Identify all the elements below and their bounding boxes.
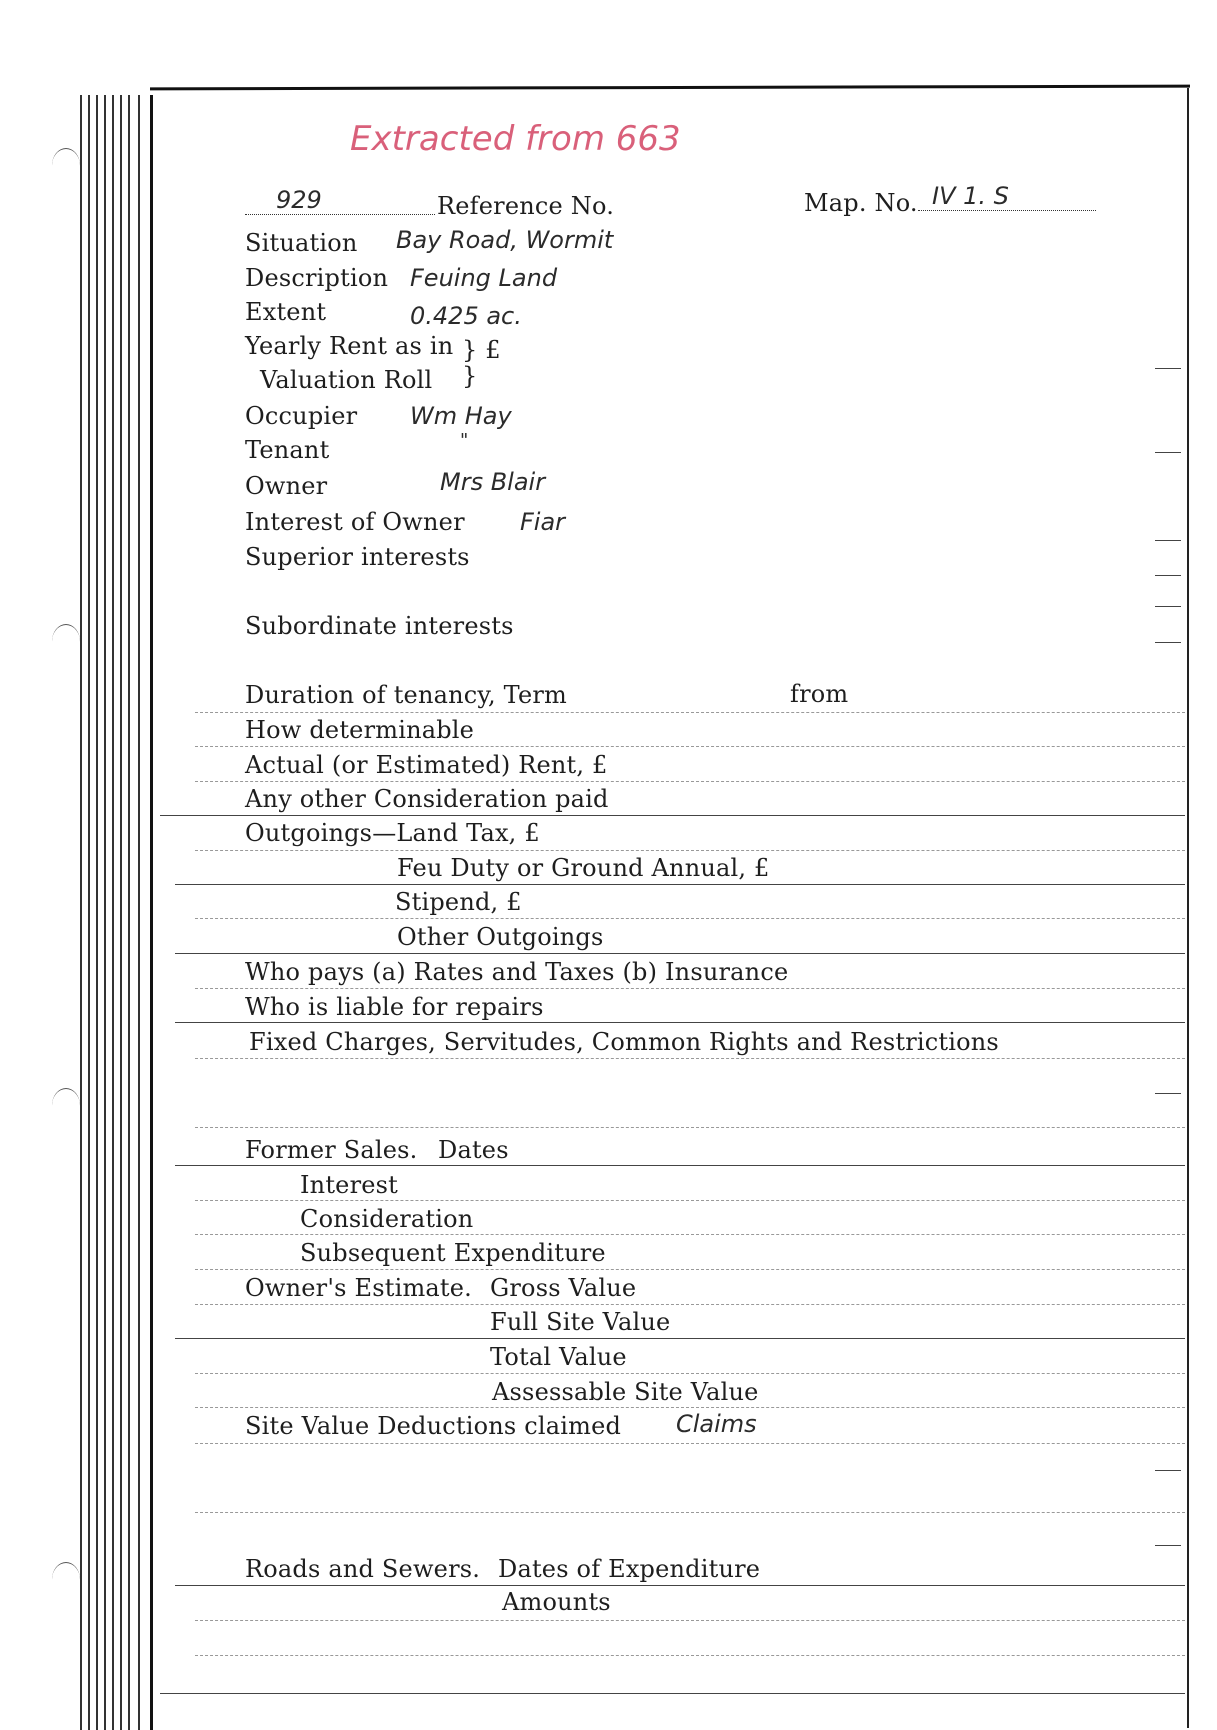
- rule-owners-estimate: [195, 1304, 1185, 1305]
- rule-roads: [175, 1585, 1185, 1586]
- stipend-label: Stipend, £: [395, 888, 522, 916]
- actual-rent-label: Actual (or Estimated) Rent, £: [245, 751, 608, 779]
- who-pays-label: Who pays (a) Rates and Taxes (b) Insurance: [245, 958, 789, 986]
- rule-blank-4: [160, 1693, 1185, 1694]
- rule-blank-3: [195, 1655, 1185, 1656]
- reference-label: Reference No.: [437, 192, 615, 220]
- yearly-rent-brace: } £: [462, 336, 501, 364]
- outgoings-label: Outgoings—Land Tax, £: [245, 819, 540, 847]
- edge-tick: [1155, 1470, 1181, 1471]
- description-label: Description: [245, 264, 389, 292]
- book-binding: [80, 95, 170, 1730]
- reference-dotfill: [245, 214, 435, 215]
- edge-tick: [1155, 642, 1181, 643]
- edge-tick: [1155, 452, 1181, 453]
- rule-feu-duty: [175, 884, 1185, 885]
- rule-assessable: [195, 1407, 1185, 1408]
- rule-outgoings: [195, 850, 1185, 851]
- rule-determinable: [195, 746, 1185, 747]
- other-outgoings-label: Other Outgoings: [397, 923, 604, 951]
- edge-tick: [1155, 540, 1181, 541]
- extent-value: 0.425 ac.: [410, 302, 522, 330]
- determinable-label: How determinable: [245, 716, 475, 744]
- subsequent-expenditure-label: Subsequent Expenditure: [300, 1239, 606, 1267]
- edge-tick: [1155, 1545, 1181, 1546]
- rule-actual-rent: [195, 781, 1185, 782]
- rule-amounts: [195, 1620, 1185, 1621]
- other-consideration-label: Any other Consideration paid: [245, 785, 609, 813]
- duration-label: Duration of tenancy, Term: [245, 681, 568, 709]
- rule-duration: [195, 712, 1185, 713]
- description-value: Feuing Land: [410, 264, 558, 292]
- situation-label: Situation: [245, 229, 358, 257]
- punch-hole-1: [52, 148, 80, 183]
- rule-other-outgoings: [175, 953, 1185, 954]
- rule-blank-2: [195, 1512, 1185, 1513]
- edge-tick: [1155, 606, 1181, 607]
- owner-value: Mrs Blair: [440, 468, 546, 496]
- punch-hole-3: [52, 1088, 80, 1123]
- extent-label: Extent: [245, 298, 327, 326]
- rule-former-sales: [175, 1165, 1185, 1166]
- yearly-rent-label: Yearly Rent as in: [245, 332, 454, 360]
- rule-consideration: [160, 815, 1185, 816]
- occupier-label: Occupier: [245, 402, 358, 430]
- rule-consideration-2: [195, 1234, 1185, 1235]
- roads-dates-label: Dates of Expenditure: [498, 1555, 761, 1583]
- edge-tick: [1155, 368, 1181, 369]
- edge-tick: [1155, 1093, 1181, 1094]
- rule-interest: [195, 1200, 1185, 1201]
- page-border-top: [150, 85, 1190, 91]
- total-value-label: Total Value: [490, 1343, 627, 1371]
- deductions-label: Site Value Deductions claimed: [245, 1412, 622, 1440]
- feu-duty-label: Feu Duty or Ground Annual, £: [397, 854, 770, 882]
- rule-deductions: [195, 1443, 1185, 1444]
- map-label: Map. No.: [804, 189, 918, 217]
- amounts-label: Amounts: [502, 1588, 611, 1616]
- interest-owner-value: Fiar: [520, 508, 566, 536]
- assessable-site-value-label: Assessable Site Value: [492, 1378, 759, 1406]
- rule-total-value: [195, 1373, 1185, 1374]
- full-site-value-label: Full Site Value: [490, 1308, 671, 1336]
- interest-owner-label: Interest of Owner: [245, 508, 465, 536]
- rule-subsequent: [195, 1269, 1185, 1270]
- deductions-value: Claims: [676, 1410, 757, 1438]
- punch-hole-2: [52, 624, 80, 659]
- occupier-value: Wm Hay: [410, 402, 512, 430]
- rule-fixed-charges: [195, 1058, 1185, 1059]
- valuation-roll-label: Valuation Roll: [260, 366, 433, 394]
- rule-stipend: [195, 918, 1185, 919]
- map-number-value: IV 1. S: [932, 182, 1009, 210]
- rule-repairs: [175, 1022, 1185, 1023]
- gross-value-label: Gross Value: [490, 1274, 637, 1302]
- rule-full-site: [175, 1338, 1185, 1339]
- consideration-label: Consideration: [300, 1205, 474, 1233]
- superior-interests-label: Superior interests: [245, 543, 470, 571]
- fixed-charges-label: Fixed Charges, Servitudes, Common Rights and Restrictions: [249, 1028, 999, 1056]
- subordinate-interests-label: Subordinate interests: [245, 612, 514, 640]
- punch-hole-4: [52, 1562, 80, 1597]
- owner-label: Owner: [245, 472, 328, 500]
- interest-label: Interest: [300, 1171, 399, 1199]
- extracted-annotation: Extracted from 663: [350, 119, 681, 159]
- owners-estimate-label: Owner's Estimate.: [245, 1274, 472, 1302]
- rule-who-pays: [195, 988, 1185, 989]
- map-dotfill: [918, 210, 1096, 211]
- former-sales-label: Former Sales.: [245, 1136, 418, 1164]
- duration-from-label: from: [790, 680, 849, 708]
- tenant-value: ": [460, 430, 469, 451]
- tenant-label: Tenant: [245, 436, 330, 464]
- situation-value: Bay Road, Wormit: [396, 226, 614, 254]
- valuation-roll-brace: }: [462, 362, 478, 390]
- rule-blank-1: [195, 1127, 1185, 1128]
- former-sales-dates-label: Dates: [438, 1136, 509, 1164]
- reference-number-value: 929: [276, 186, 322, 214]
- roads-sewers-label: Roads and Sewers.: [245, 1555, 481, 1583]
- edge-tick: [1155, 575, 1181, 576]
- page-border-right: [1187, 88, 1189, 1728]
- repairs-label: Who is liable for repairs: [245, 993, 544, 1021]
